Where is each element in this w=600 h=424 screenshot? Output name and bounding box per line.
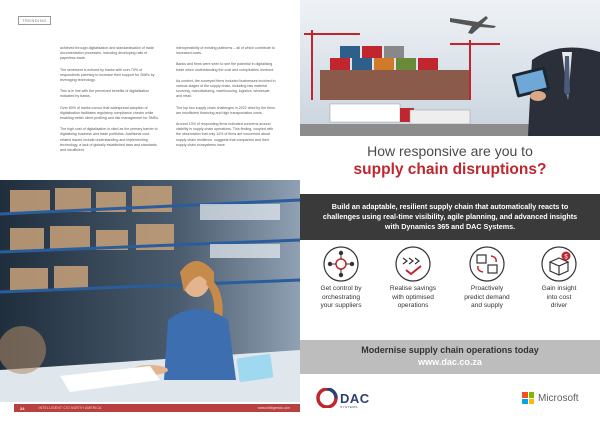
feature-label: Get control by [320, 285, 362, 292]
paragraph: This is in line with the perceived benefits of digitalisation indicated by banks. [60, 89, 150, 99]
feature-item [454, 246, 520, 311]
feature-item [526, 246, 592, 311]
feature-list [300, 246, 600, 336]
microsoft-logo [522, 392, 579, 404]
paragraph: Around 13% of responding firms indicated concerns around visibility in supply chain operations. This finding, coupled with the observation that only 14% of firms are concerned about supply chain resilience, suggests that companies and their supply chain ecosystems have [176, 122, 274, 147]
headline-line-1: How responsive are you to [367, 143, 533, 159]
dac-emblem-icon [316, 388, 338, 408]
feature-label: Gain insight [541, 285, 577, 292]
supply-chain-hero-image [300, 0, 600, 136]
logistics-illustration [300, 0, 600, 136]
feature-label: orchestrating [321, 293, 361, 301]
feature-label: operations [397, 302, 429, 310]
savings-check-icon [395, 246, 431, 282]
microsoft-squares-icon [522, 392, 534, 404]
feature-label: with optimised [392, 293, 434, 301]
warehouse-worker-photo [0, 180, 300, 402]
dac-logo-subtext: SYSTEMS [340, 405, 358, 409]
feature-label: into cost [546, 293, 572, 301]
predict-boxes-icon [469, 246, 505, 282]
magazine-name: INTELLIGENT CIO NORTH AMERICA [38, 406, 102, 410]
call-to-action-band [300, 340, 600, 374]
headline-line-2: supply chain disruptions? [353, 161, 547, 178]
paragraph: Over 60% of banks concur that widespread adoption of digitalisation facilitates regulatory compliance checks while enabling better client profiling and risk management for SMEs. [60, 105, 160, 121]
warehouse-illustration [0, 180, 300, 402]
dac-logo-text: DAC [340, 390, 370, 406]
page-footer [14, 404, 300, 412]
value-proposition-text: Build an adaptable, resilient supply chain that automatically reacts to challenges using real-time visibility, agile planning, and advanced insights with Dynamics 365 and DAC Systems. [322, 202, 578, 231]
page-number: 24 [20, 405, 25, 411]
value-proposition-band [300, 194, 600, 240]
feature-label: Realise savings [389, 285, 437, 292]
feature-item [380, 246, 446, 311]
paragraph: The sentiment is echoed by banks with over 70% of respondents planning to increase their support for SMEs by leveraging technology. [60, 67, 155, 83]
article-column-1 [60, 46, 160, 159]
paragraph: interoperability of existing platforms – all of which contribute to increased costs. [176, 46, 275, 56]
cta-url-link[interactable]: www.dac.co.za [418, 357, 482, 367]
section-tag: TRENDING [18, 16, 51, 25]
feature-label: predict demand [464, 293, 510, 301]
paragraph: The top two supply chain challenges in 2022 cited by the firms are insufficient financing and high transportation costs. [176, 105, 275, 115]
svg-text:$: $ [564, 254, 568, 261]
microsoft-wordmark: Microsoft [538, 392, 579, 404]
paragraph: achieved through digitalisation and standardisation of trade documentation processes, including developing rails of paperless trade. [60, 46, 154, 61]
network-gear-icon [323, 246, 359, 282]
feature-label: and supply [471, 302, 503, 310]
article-column-2 [176, 46, 276, 154]
advert-headline [300, 142, 600, 180]
magazine-url[interactable]: www.intelligentcio.com [257, 406, 290, 410]
cost-box-icon [541, 246, 577, 282]
feature-label: your suppliers [320, 302, 362, 310]
paragraph: The high cost of digitalisation is cited as the primary barrier to digitalising business and trade portfolios. Additional cost-related issues include understanding and implementing technology, a lack of globally established laws and standards and insufficient [60, 127, 158, 153]
right-page-advert [300, 0, 600, 424]
feature-item [308, 246, 374, 311]
feature-label: driver [550, 302, 568, 310]
cta-heading: Modernise supply chain operations today [361, 345, 539, 355]
feature-label: Proactively [470, 285, 504, 292]
paragraph: As context, the surveyed firms included businesses involved in various stages of the supply chain, including raw material sourcing, manufacturing, warehousing, logistics, wholesale and retail. [176, 78, 276, 99]
paragraph: Banks and firms were seen to see the potential in digitalising trade when understanding the cost and complexities involved. [176, 62, 275, 72]
